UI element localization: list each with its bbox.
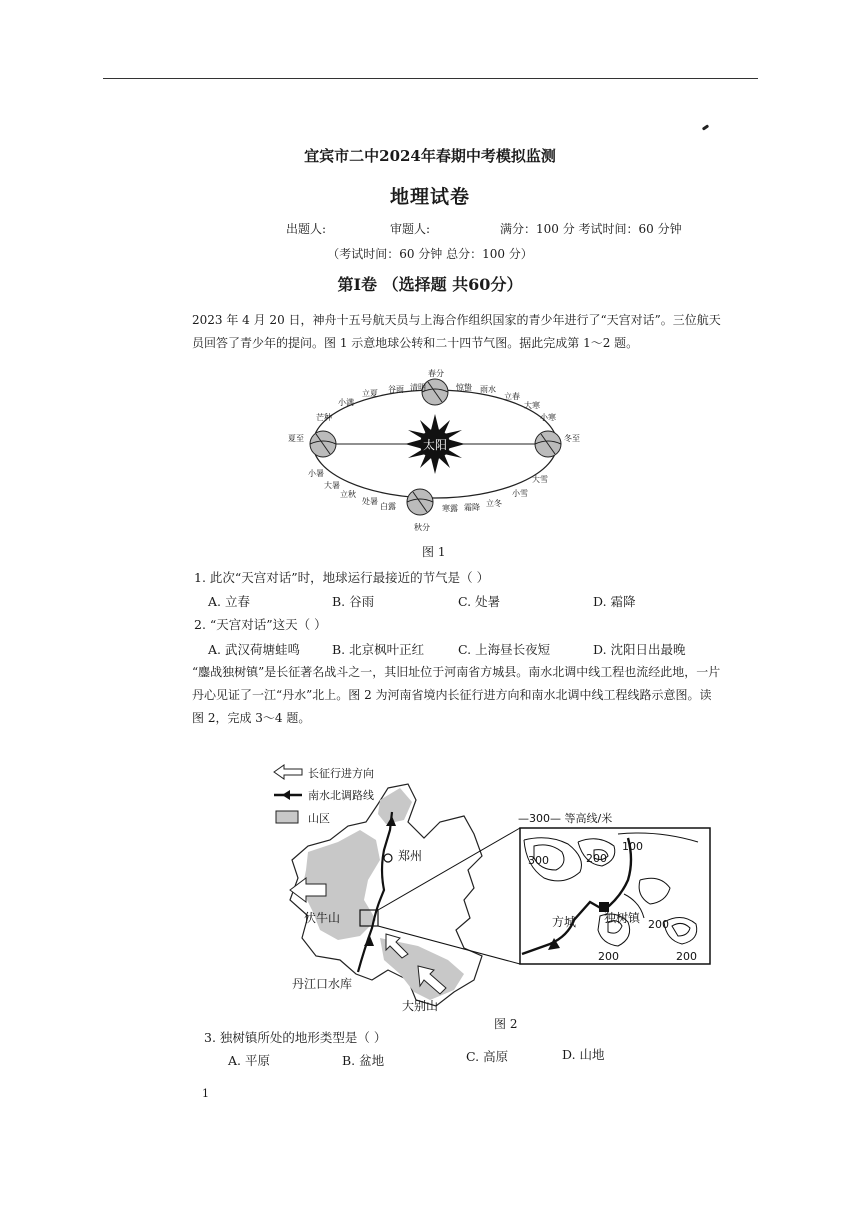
contour-label-300: 300 — [528, 854, 549, 867]
term-chunfen: 春分 — [428, 369, 444, 378]
zhengzhou-marker — [384, 854, 392, 862]
term-xiaoman: 小满 — [338, 398, 354, 407]
intro-paragraph-1: 2023 年 4 月 20 日，神舟十五号航天员与上海合作组织国家的青少年进行了“天宫对话”。三位航天员回答了青少年的提问。图 1 示意地球公转和二十四节气图。据此完成第 1～2 题。 — [192, 313, 721, 350]
term-jingzhe: 惊蛰 — [456, 383, 472, 392]
pen-mark — [702, 124, 709, 130]
term-qingming: 清明 — [410, 383, 426, 392]
figure-2-map — [268, 760, 718, 1018]
q3-stem: 3. 独树镇所处的地形类型是（ ） — [204, 1030, 387, 1045]
q1-option-c: C. 处暑 — [458, 594, 501, 609]
exam-meta-line-2: （考试时间：60 分钟 总分：100 分） — [327, 247, 533, 261]
q2-option-b: B. 北京枫叶正红 — [332, 642, 425, 657]
term-xiaoshu: 小暑 — [308, 469, 324, 478]
top-rule — [103, 78, 758, 79]
place-dushuzhen: 独树镇 — [604, 911, 641, 925]
score-time: 满分：100 分 考试时间：60 分钟 — [500, 222, 682, 236]
term-qiufen: 秋分 — [414, 523, 430, 532]
legend-march-arrow-icon — [274, 765, 302, 779]
term-lixia: 立夏 — [362, 389, 378, 398]
term-mangzhong: 芒种 — [316, 413, 332, 422]
place-fangcheng: 方城 — [552, 915, 577, 929]
contour-label-200-b: 200 — [648, 918, 669, 931]
q2-option-c: C. 上海昼长夜短 — [458, 642, 551, 657]
term-daxue: 大雪 — [532, 475, 548, 484]
exam-title: 宜宾市二中2024年春期中考模拟监测 — [304, 147, 556, 165]
contour-label-200-d: 200 — [676, 950, 697, 963]
term-chushu: 处暑 — [362, 497, 378, 506]
place-danjiangkou: 丹江口水库 — [292, 977, 353, 991]
term-xiaoxue: 小雪 — [512, 489, 528, 498]
q2-option-a: A. 武汉荷塘蛙鸣 — [208, 642, 300, 657]
figure-1-caption: 图 1 — [422, 545, 446, 559]
term-bailu: 白露 — [380, 502, 396, 511]
contour-label-200-a: 200 — [586, 852, 607, 865]
place-dabieshan: 大别山 — [402, 999, 439, 1013]
earth-left-icon — [310, 431, 336, 457]
term-lichun: 立春 — [504, 392, 520, 401]
section-title: 第Ⅰ卷 （选择题 共60分） — [337, 275, 523, 294]
term-hanlu: 寒露 — [442, 504, 458, 513]
term-dahan: 大寒 — [524, 401, 540, 410]
term-yushui: 雨水 — [480, 385, 496, 394]
term-dashu: 大暑 — [324, 481, 340, 490]
term-lidong: 立冬 — [486, 499, 502, 508]
term-liqiu: 立秋 — [340, 490, 356, 499]
legend-march: 长征行进方向 — [308, 767, 374, 780]
earth-bottom-icon — [407, 489, 433, 515]
term-xiaohan: 小寒 — [540, 413, 556, 422]
page-number: 1 — [202, 1087, 209, 1100]
term-shuangjiang: 霜降 — [464, 503, 480, 512]
place-zhengzhou: 郑州 — [398, 849, 423, 863]
contour-legend: —300— 等高线/米 — [518, 812, 613, 825]
term-guyu: 谷雨 — [388, 385, 404, 394]
q3-option-a: A. 平原 — [228, 1053, 270, 1068]
figure-1-orbit-diagram — [280, 368, 590, 538]
intro-paragraph-2: “鏖战独树镇”是长征著名战斗之一，其旧址位于河南省方城县。南水北调中线工程也流经此地，一片丹心见证了一江“丹水”北上。图 2 为河南省境内长征行进方向和南水北调中线工程线路示意图。读图 2，完成 3～4 题。 — [192, 665, 721, 725]
term-dongzhi: 冬至 — [564, 434, 580, 443]
q3-option-d: D. 山地 — [562, 1047, 605, 1062]
q1-option-d: D. 霜降 — [593, 594, 636, 609]
reviewer-label: 审题人: — [390, 222, 431, 236]
q3-option-b: B. 盆地 — [342, 1053, 385, 1068]
figure-2-caption: 图 2 — [494, 1017, 518, 1031]
term-xiazhi: 夏至 — [288, 434, 304, 443]
q1-option-a: A. 立春 — [208, 594, 250, 609]
place-funiushan: 伏牛山 — [304, 911, 341, 925]
contour-label-200-c: 200 — [598, 950, 619, 963]
q1-stem: 1. 此次“天宫对话”时，地球运行最接近的节气是（ ） — [194, 570, 490, 585]
q3-option-c: C. 高原 — [466, 1049, 509, 1064]
q2-stem: 2. “天宫对话”这天（ ） — [194, 617, 327, 632]
sun-label: 太阳 — [422, 438, 448, 452]
legend-water-route: 南水北调路线 — [308, 789, 374, 802]
contour-label-100: 100 — [622, 840, 643, 853]
q2-option-d: D. 沈阳日出最晚 — [593, 642, 686, 657]
exam-meta-line — [286, 220, 682, 237]
legend-water-route-icon — [274, 790, 302, 800]
earth-right-icon — [535, 431, 561, 457]
setter-label: 出题人: — [286, 222, 327, 236]
legend-mountain: 山区 — [308, 812, 330, 825]
legend-mountain-swatch — [276, 811, 298, 823]
exam-subtitle: 地理试卷 — [389, 186, 470, 208]
q1-option-b: B. 谷雨 — [332, 594, 375, 609]
